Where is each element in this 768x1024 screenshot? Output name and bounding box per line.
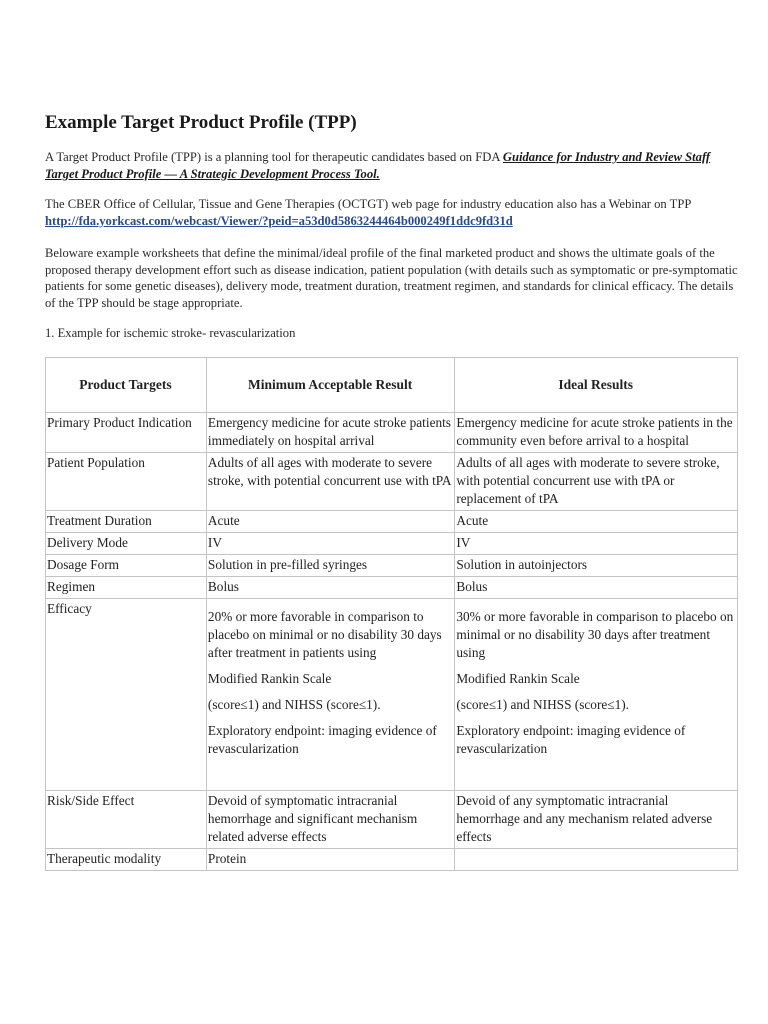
row-minimum: Bolus	[206, 577, 454, 599]
row-target: Treatment Duration	[46, 511, 207, 533]
efficacy-minimum-p4: Exploratory endpoint: imaging evidence of revascularization	[207, 723, 437, 756]
efficacy-minimum-p2: Modified Rankin Scale	[207, 671, 332, 686]
example-heading: 1. Example for ischemic stroke- revascularization	[45, 326, 296, 340]
row-ideal: Solution in autoinjectors	[455, 555, 738, 577]
row-ideal: Bolus	[455, 577, 738, 599]
row-ideal: Emergency medicine for acute stroke patients in the community even before arrival to a hospital	[455, 413, 738, 453]
table-row	[46, 511, 738, 533]
page-title: Example Target Product Profile (TPP)	[45, 112, 357, 133]
row-ideal	[455, 849, 738, 871]
row-minimum: Solution in pre-filled syringes	[206, 555, 454, 577]
efficacy-ideal-p2: Modified Rankin Scale	[456, 671, 580, 686]
intro-text: A Target Product Profile (TPP) is a planning tool for therapeutic candidates based on FDA	[45, 150, 503, 164]
row-ideal: Devoid of any symptomatic intracranial hemorrhage and any mechanism related adverse effects	[455, 791, 738, 849]
table-row	[46, 453, 738, 511]
table-row	[46, 555, 738, 577]
efficacy-minimum-p3: (score≤1) and NIHSS (score≤1).	[207, 697, 381, 712]
efficacy-ideal-p3: (score≤1) and NIHSS (score≤1).	[456, 697, 629, 712]
description-paragraph: Beloware example worksheets that define the minimal/ideal profile of the final marketed product and shows the ultimate goals of the proposed therapy development effort such as disease indication, patient population (with details such as symptomatic or pre-symptomatic patients for some genetic diseases), delivery mode, treatment duration, treatment regimen, and standards for clinical efficacy. The details of the TPP should be stage appropriate.	[45, 246, 738, 310]
row-minimum: Adults of all ages with moderate to severe stroke, with potential concurrent use with tPA	[206, 453, 454, 511]
guidance-link[interactable]: Guidance for Industry and Review Staff Target Product Profile — A Strategic Development Process Tool.	[45, 150, 711, 181]
row-minimum: Emergency medicine for acute stroke patients immediately on hospital arrival	[206, 413, 454, 453]
header-minimum-result: Minimum Acceptable Result	[206, 358, 454, 413]
intro-paragraph	[45, 149, 740, 182]
row-target: Risk/Side Effect	[46, 791, 207, 849]
row-minimum: Protein	[206, 849, 454, 871]
row-target: Patient Population	[46, 453, 207, 511]
cber-text: The CBER Office of Cellular, Tissue and Gene Therapies (OCTGT) web page for industry education also has a Webinar on TPP	[45, 197, 691, 211]
efficacy-ideal-p1: 30% or more favorable in comparison to placebo on minimal or no disability 30 days after treatment using	[456, 609, 734, 660]
tpp-table	[45, 357, 738, 871]
row-target: Dosage Form	[46, 555, 207, 577]
header-ideal-results: Ideal Results	[455, 358, 738, 413]
table-header-row	[46, 358, 738, 413]
webinar-link[interactable]: http://fda.yorkcast.com/webcast/Viewer/?peid=a53d0d5863244464b000249f1ddc9fd31d	[45, 213, 513, 228]
cber-paragraph	[45, 196, 740, 229]
efficacy-minimum-p1: 20% or more favorable in comparison to placebo on minimal or no disability 30 days after treatment in patients using	[207, 609, 442, 660]
row-target: Efficacy	[46, 599, 207, 791]
row-target: Regimen	[46, 577, 207, 599]
row-ideal: IV	[455, 533, 738, 555]
table-row	[46, 791, 738, 849]
row-target: Delivery Mode	[46, 533, 207, 555]
table-row	[46, 577, 738, 599]
efficacy-ideal	[455, 599, 738, 791]
row-minimum: Acute	[206, 511, 454, 533]
table-row	[46, 533, 738, 555]
row-ideal: Acute	[455, 511, 738, 533]
efficacy-minimum	[206, 599, 454, 791]
row-target: Therapeutic modality	[46, 849, 207, 871]
row-minimum: IV	[206, 533, 454, 555]
efficacy-ideal-p4: Exploratory endpoint: imaging evidence of revascularization	[456, 723, 686, 756]
table-row	[46, 413, 738, 453]
header-product-targets: Product Targets	[46, 358, 207, 413]
row-ideal: Adults of all ages with moderate to severe stroke, with potential concurrent use with tPA or replacement of tPA	[455, 453, 738, 511]
table-row-efficacy	[46, 599, 738, 791]
row-minimum: Devoid of symptomatic intracranial hemorrhage and significant mechanism related adverse effects	[206, 791, 454, 849]
table-row	[46, 849, 738, 871]
row-target: Primary Product Indication	[46, 413, 207, 453]
